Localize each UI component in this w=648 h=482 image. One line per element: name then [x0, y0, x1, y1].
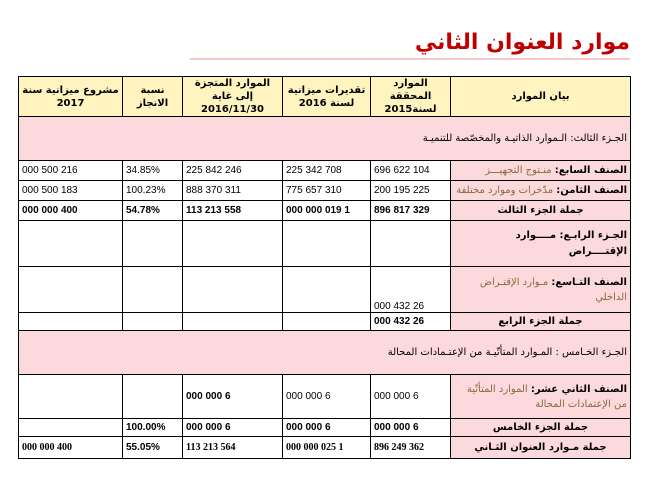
table-row — [19, 181, 631, 201]
cell-achieved: 6 000 000 — [371, 375, 451, 419]
part4-title-row — [19, 221, 631, 267]
total-realized: 558 213 113 — [183, 201, 283, 221]
total-achieved: 26 432 000 — [371, 313, 451, 331]
row-label: الصنف الثامن: مدّخرات وموارد مختلفة — [451, 181, 631, 201]
cell-achieved: 26 432 000 — [371, 267, 451, 313]
row-label: الصنف الثاني عشر: الموارد المتأتّية من الإعتمادات المحالة — [451, 375, 631, 419]
header-ratio: نسبة الانجاز — [123, 77, 183, 117]
part3-title-row — [19, 117, 631, 161]
cell-project: 216 500 000 — [19, 161, 123, 181]
total-label: جملة الجزء الثالث — [451, 201, 631, 221]
header-label: بيان الموارد — [451, 77, 631, 117]
cell-ratio: 100.23% — [123, 181, 183, 201]
total-ratio: 54.78% — [123, 201, 183, 221]
total-realized: 6 000 000 — [183, 419, 283, 437]
row-label: الصنف التـاسع: مـوارد الإقتـراض الداخلي — [451, 267, 631, 313]
part3-total-row — [19, 201, 631, 221]
cell-achieved: 104 622 696 — [371, 161, 451, 181]
grand-total-label: جملة مـوارد العنوان الثـاني — [451, 437, 631, 459]
part5-title-row — [19, 331, 631, 375]
total-achieved: 6 000 000 — [371, 419, 451, 437]
cell-realized: 311 370 888 — [183, 181, 283, 201]
total-label: جملة الجزء الخامس — [451, 419, 631, 437]
cell-estimates: 6 000 000 — [283, 375, 371, 419]
grand-achieved: 362 249 896 — [371, 437, 451, 459]
header-achieved: الموارد المحققة لسنة2015 — [371, 77, 451, 117]
total-project: 400 000 000 — [19, 201, 123, 221]
part5-title: الجـزء الخـامس : المـوارد المتأتّيـة من الإعتـمادات المحالة — [19, 331, 631, 375]
header-project: مشروع ميزانية سنة 2017 — [19, 77, 123, 117]
total-estimates: 6 000 000 — [283, 419, 371, 437]
table-row — [19, 161, 631, 181]
grand-ratio: 55.05% — [123, 437, 183, 459]
grand-total-row — [19, 437, 631, 459]
grand-realized: 564 213 113 — [183, 437, 283, 459]
cell-ratio: 34.85% — [123, 161, 183, 181]
table-row — [19, 375, 631, 419]
cell-estimates: 708 342 225 — [283, 161, 371, 181]
header-realized: الموارد المتجزة إلى غاية 2016/11/30 — [183, 77, 283, 117]
header-estimates: تقديرات ميزانية لسنة 2016 — [283, 77, 371, 117]
cell-realized: 246 842 225 — [183, 161, 283, 181]
grand-project: 400 000 000 — [19, 437, 123, 459]
table-row — [19, 267, 631, 313]
page-title: موارد العنوان الثاني — [414, 30, 630, 55]
total-label: جملة الجزء الرابع — [451, 313, 631, 331]
total-achieved: 329 817 896 — [371, 201, 451, 221]
total-ratio: 100.00% — [123, 419, 183, 437]
header-row — [19, 77, 631, 117]
cell-achieved: 225 195 200 — [371, 181, 451, 201]
part3-title: الجـزء الثالث: الـموارد الذاتيـة والمخصّصة للتنميـة — [19, 117, 631, 161]
part5-total-row — [19, 419, 631, 437]
cell-project: 183 500 000 — [19, 181, 123, 201]
grand-estimates: 1 025 000 000 — [283, 437, 371, 459]
part4-title: الجـزء الرابـع: مــــوارد الإقتــــراض — [451, 221, 631, 267]
row-label: الصنف السابع: منـتوج التجهيـــز — [451, 161, 631, 181]
resources-table — [18, 76, 631, 459]
cell-estimates: 310 657 775 — [283, 181, 371, 201]
title-underline — [190, 58, 630, 60]
cell-realized: 6 000 000 — [183, 375, 283, 419]
total-estimates: 1 019 000 000 — [283, 201, 371, 221]
part4-total-row — [19, 313, 631, 331]
